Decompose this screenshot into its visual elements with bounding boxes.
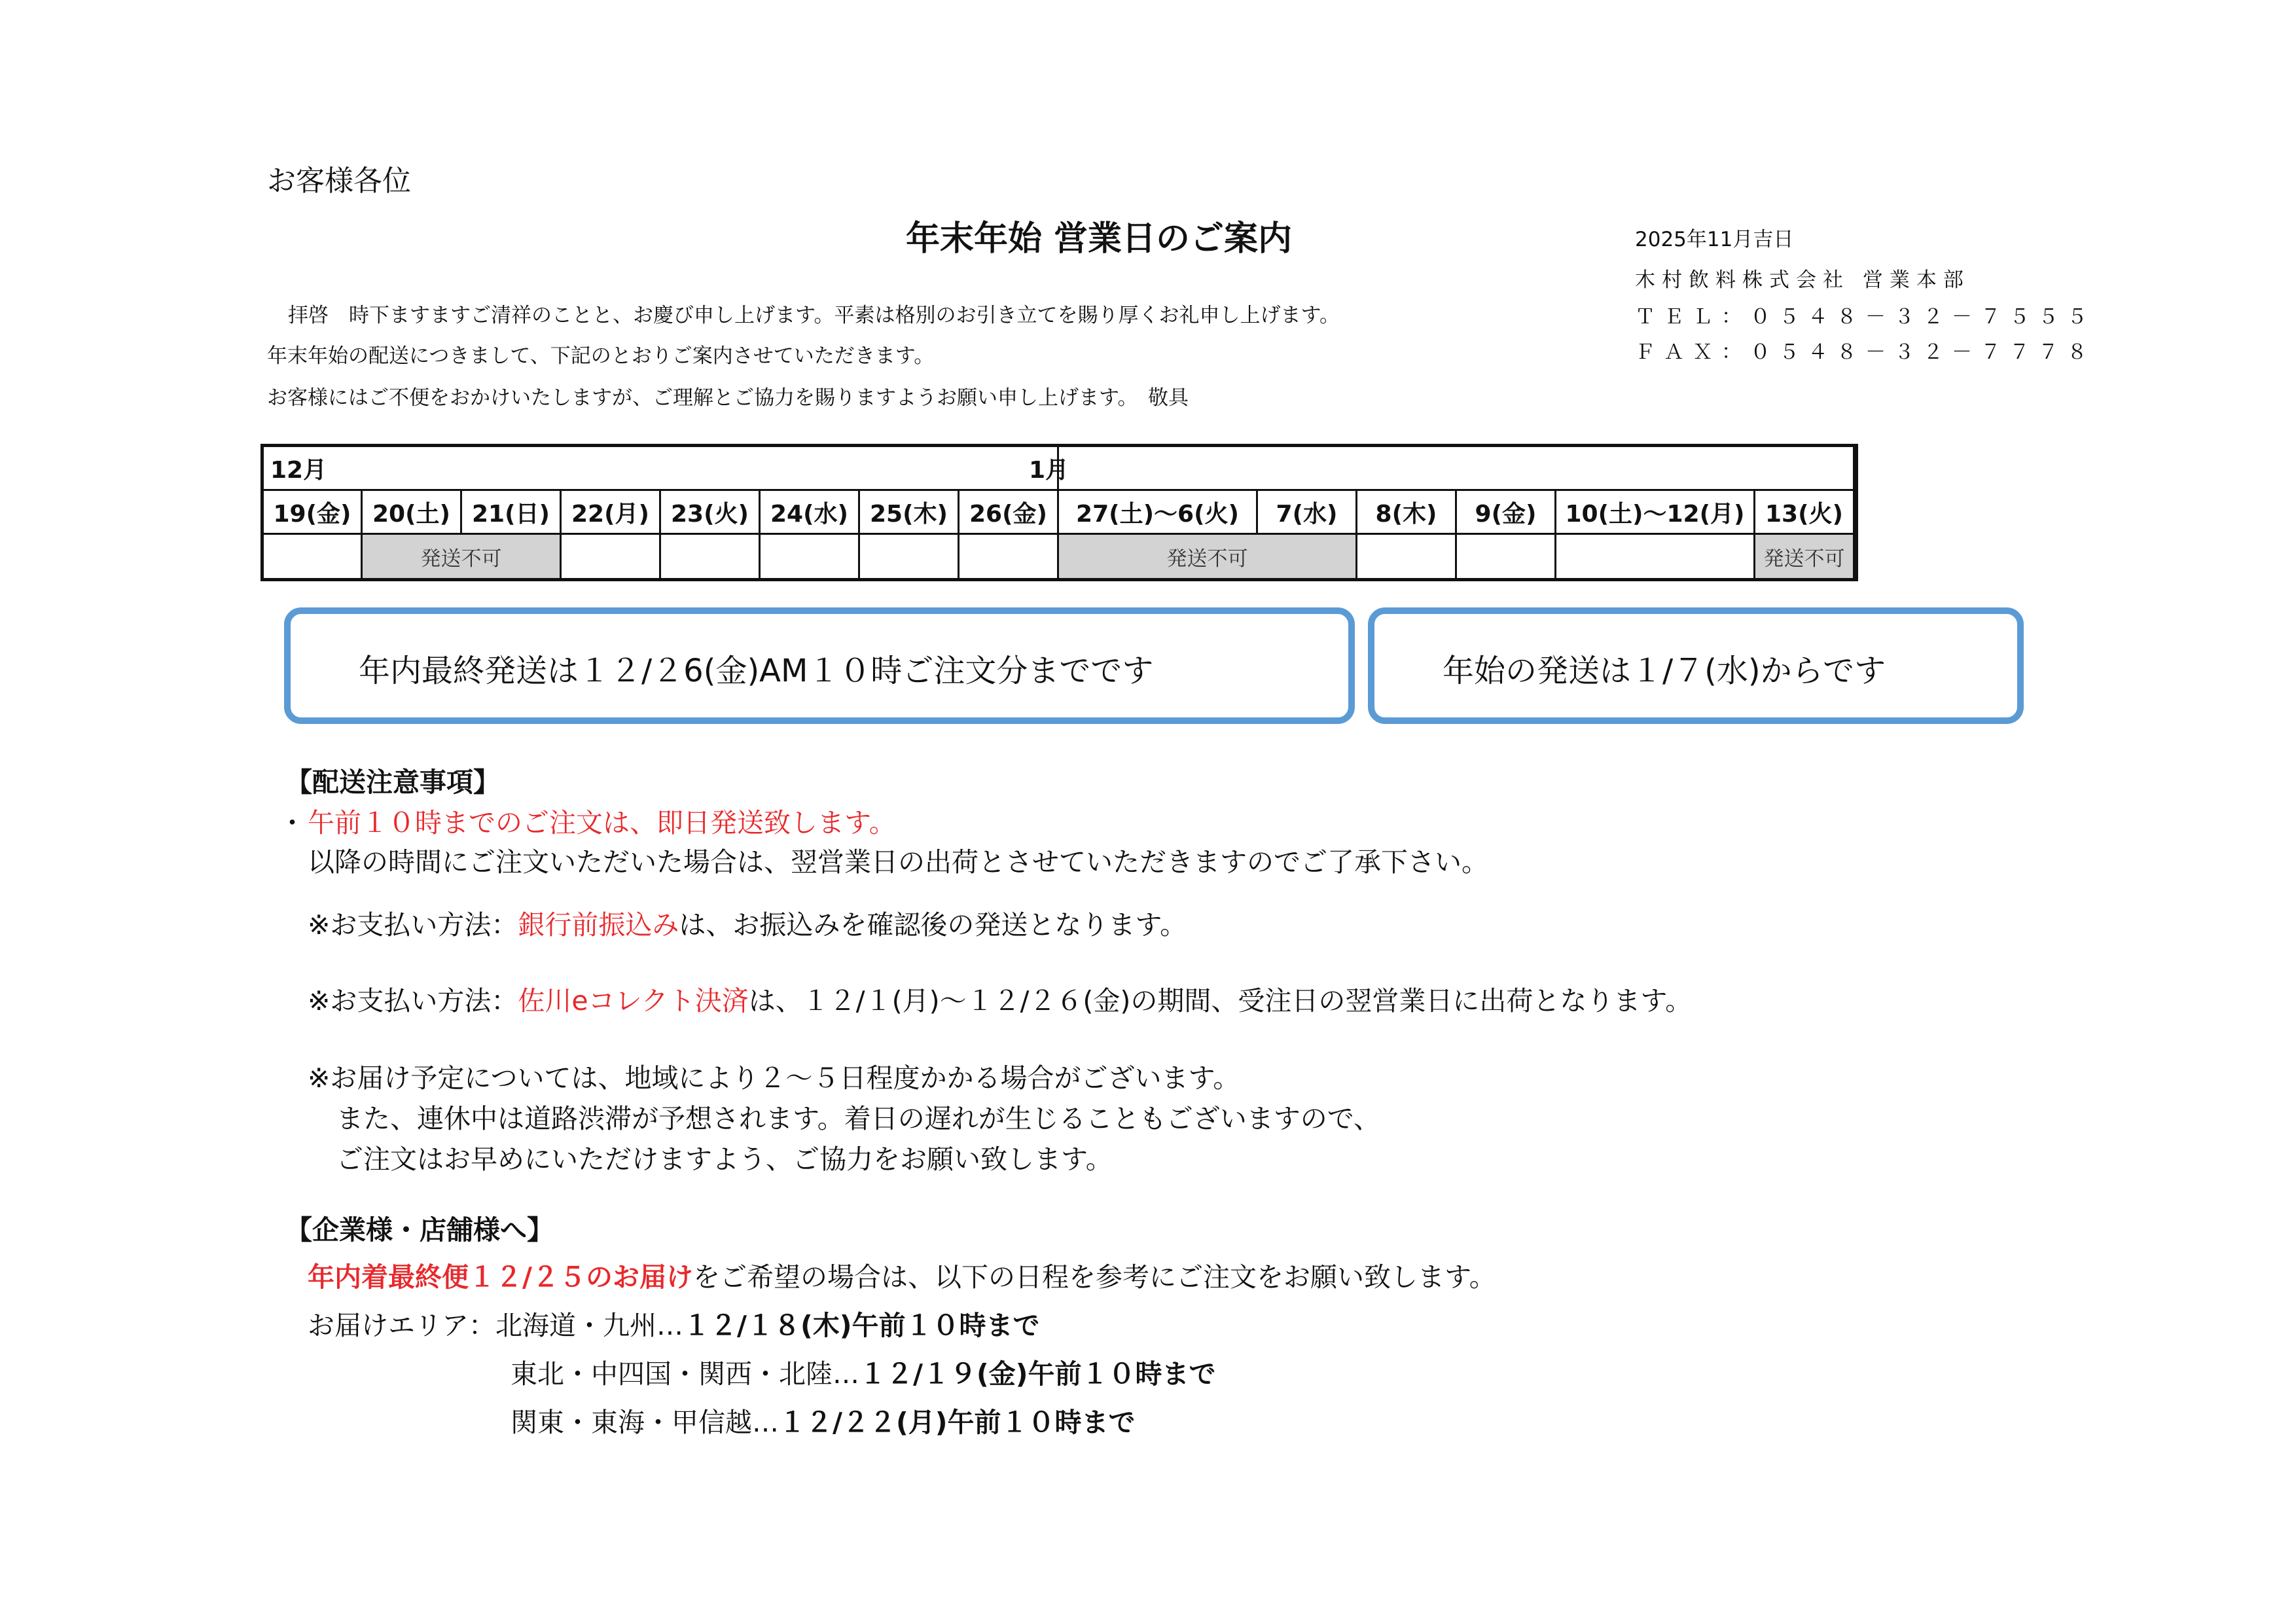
area-deadline: １２/２２(月)午前１０時まで — [779, 1407, 1136, 1438]
day-cell: 21(日) — [461, 490, 561, 534]
intro-line-1: 拝啓 時下ますますご清祥のことと、お慶び申し上げます。平素は格別のお引き立てを賜り厚くお礼申し上げます。 — [288, 304, 1340, 327]
delivery-note-1: ※お届け予定については、地域により２～５日程度かかる場合がございます。 — [308, 1062, 1240, 1094]
page-title: 年末年始 営業日のご案内 — [905, 219, 1293, 259]
intro-line-2: 年末年始の配送につきまして、下記のとおりご案内させていただきます。 — [267, 344, 935, 368]
status-cell — [1854, 534, 1857, 580]
no-shipping-cell: 発送不可 — [1755, 534, 1854, 580]
tel-number: ＴＥＬ：０５４８－３２－７５５５ — [1635, 305, 2096, 329]
day-cell: 9(金) — [1456, 490, 1556, 534]
status-cell — [1357, 534, 1456, 580]
new-year-shipping-notice-box — [1368, 607, 2024, 724]
day-cell: 23(火) — [660, 490, 760, 534]
business-heading: 【企業様・店舗様へ】 — [285, 1214, 554, 1246]
month-january: 1月 — [1058, 446, 1854, 490]
delivery-note-3: ご注文はお早めにいただけますよう、ご協力をお願い致します。 — [336, 1144, 1113, 1175]
day-cell: 20(土) — [362, 490, 461, 534]
shipping-calendar — [260, 444, 1858, 581]
same-day-shipping-note: 午前１０時までのご注文は、即日発送致します。 — [308, 807, 896, 839]
business-lead: 年内着最終便１２/２５のお届けをご希望の場合は、以下の日程を参考にご注文をお願い致します。 — [308, 1261, 1496, 1293]
area-name: 関東・東海・甲信越… — [511, 1407, 779, 1438]
day-cell: 13(火) — [1755, 490, 1854, 534]
day-cell: 24(水) — [760, 490, 859, 534]
area-deadline: １２/１８(木)午前１０時まで — [683, 1310, 1040, 1341]
status-cell — [959, 534, 1058, 580]
status-cell — [859, 534, 959, 580]
new-year-shipping-notice: 年始の発送は１/７(水)からです — [1443, 653, 1886, 689]
company-name: 木村飲料株式会社 営業本部 — [1635, 268, 1970, 292]
day-cell: 25(木) — [859, 490, 959, 534]
payment-note-collect: ※お支払い方法：佐川eコレクト決済は、１２/１(月)～１２/２６(金)の期間、受注日の翌営業日に出荷となります。 — [308, 985, 1693, 1017]
status-cell — [1456, 534, 1556, 580]
fax-number: ＦＡＸ：０５４８－３２－７７７８ — [1635, 340, 2096, 364]
area-label: お届けエリア： — [308, 1310, 495, 1341]
delivery-area-row — [511, 1401, 1135, 1439]
area-name: 北海道・九州… — [495, 1310, 683, 1341]
shipping-notes-heading: 【配送注意事項】 — [285, 767, 500, 798]
day-cell: 26(金) — [959, 490, 1058, 534]
issue-date: 2025年11月吉日 — [1635, 228, 1794, 251]
day-cell: 10(土)～12(月) — [1556, 490, 1755, 534]
area-name: 東北・中四国・関西・北陸… — [511, 1358, 859, 1390]
delivery-note-2: また、連休中は道路渋滞が予想されます。着日の遅れが生じることもございますので、 — [336, 1103, 1380, 1134]
intro-line-3: お客様にはご不便をおかけいたしますが、ご理解とご協力を賜りますようお願い申し上げます。 敬具 — [267, 386, 1189, 410]
status-cell — [1556, 534, 1755, 580]
day-cell: 22(月) — [561, 490, 660, 534]
delivery-area-row — [511, 1352, 1215, 1391]
month-december: 12月 — [262, 446, 1058, 490]
day-cell: 19(金) — [262, 490, 362, 534]
payment-note-bank: ※お支払い方法：銀行前振込みは、お振込みを確認後の発送となります。 — [308, 909, 1187, 941]
bullet: ・ — [279, 807, 306, 839]
status-cell — [262, 534, 362, 580]
day-cell: 7(水) — [1257, 490, 1357, 534]
next-day-shipping-note: 以降の時間にご注文いただいた場合は、翌営業日の出荷とさせていただきますのでご了承下さい。 — [308, 846, 1488, 878]
status-cell — [561, 534, 660, 580]
no-shipping-cell: 発送不可 — [362, 534, 561, 580]
status-cell — [760, 534, 859, 580]
greeting: お客様各位 — [267, 164, 411, 198]
area-deadline: １２/１９(金)午前１０時まで — [859, 1358, 1216, 1390]
last-shipping-notice: 年内最終発送は１２/２6(金)AM１０時ご注文分までです — [359, 653, 1154, 689]
day-cell: 8(木) — [1357, 490, 1456, 534]
last-shipping-notice-box — [284, 607, 1355, 724]
day-cell: 27(土)～6(火) — [1058, 490, 1257, 534]
status-cell — [660, 534, 760, 580]
delivery-area-row — [308, 1304, 1039, 1343]
no-shipping-cell: 発送不可 — [1058, 534, 1357, 580]
